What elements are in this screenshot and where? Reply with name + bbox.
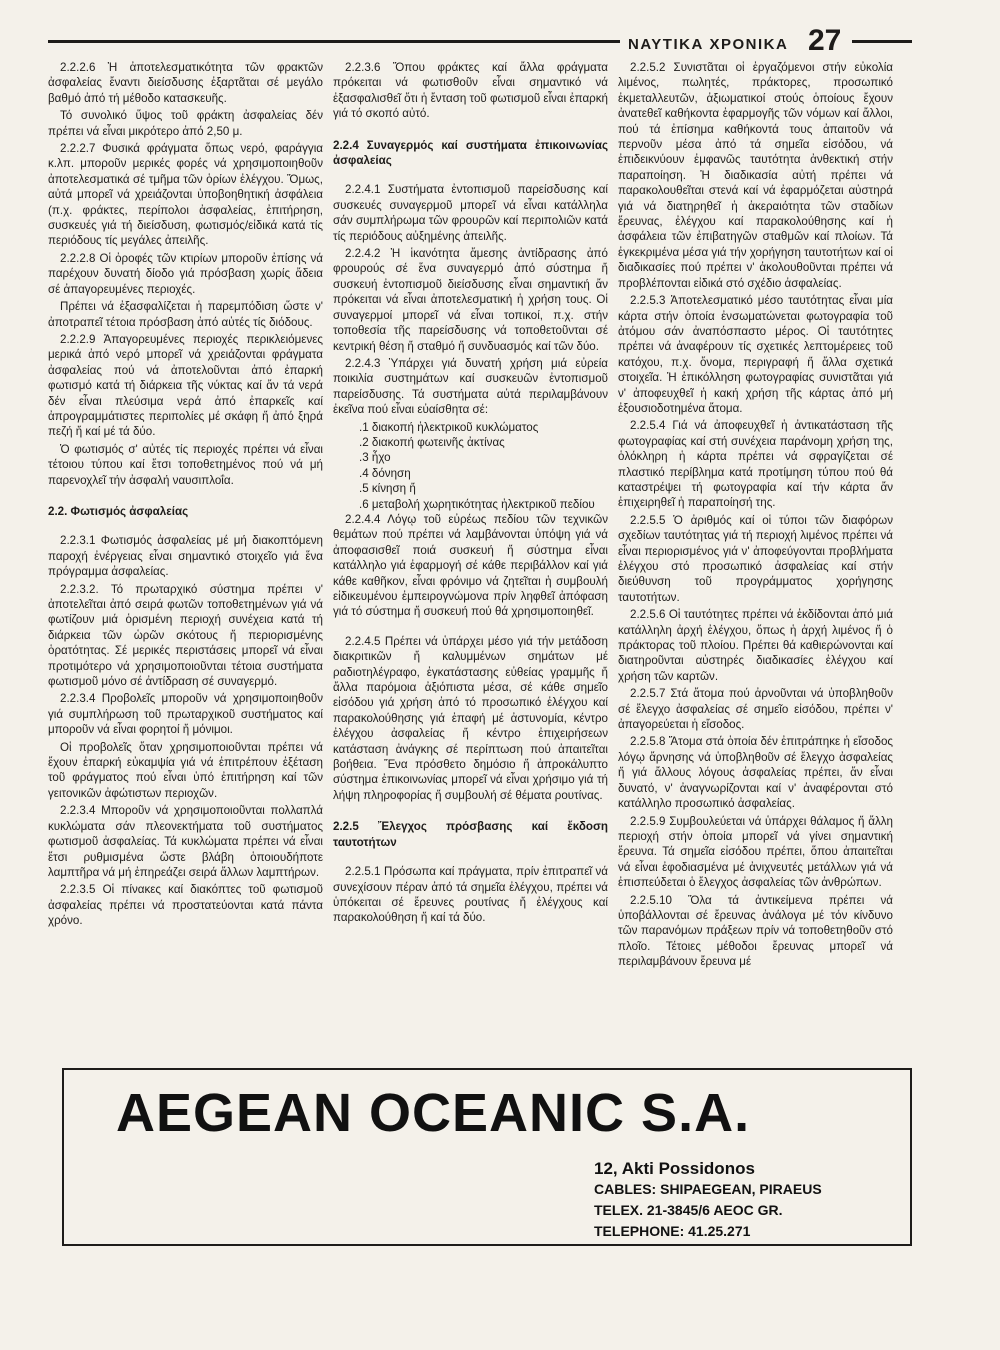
- paragraph: 2.2.3.6 Ὅπου φράκτες καί ἄλλα φράγματα πρόκειται νά φωτισθοῦν εἶναι σημαντικό νά ἐξασφαλισθεῖ ὅτι ἡ ἔνταση τοῦ φωτισμοῦ εἶναι ἐπαρκή γιά τό σκοπό αὐτό.: [333, 61, 608, 121]
- magazine-title: ΝΑΥΤΙΚΑ ΧΡΟΝΙΚΑ: [628, 36, 789, 53]
- list-item: .1 διακοπή ἠλεκτρικοῦ κυκλώματος: [359, 420, 539, 434]
- paragraph: Ὁ φωτισμός σ' αὐτές τίς περιοχές πρέπει νά εἶναι τέτοιου τύπου καί ἔτσι τοποθετημένος πού νά μή παρενοχλεῖ τήν ἀσφαλή ναυσιπλοΐα.: [48, 442, 323, 487]
- paragraph: 2.2.2.7 Φυσικά φράγματα ὅπως νερό, φαράγγια κ.λπ. μποροῦν μερικές φορές νά χρησιμοποιηθοῦν ἀποτελεσματικά σέ τμῆμα τῶν ὁρίων ἐλέγχου. Ὅμως, αὐτά μπορεῖ νά χρειάζονται ὑποβοηθητική ἀσφάλεια (π.χ. φράκτες, περίπολοι ἀσφαλείας, ἐπιτήρηση, συσκευές γιά τή διείσδυση, φωτισμός/εἰδικά κατά τίς περιόδους τίς μεγάλες ἀπειλῆς.: [48, 142, 323, 248]
- list-item: .6 μεταβολή χωρητικότητας ἠλεκτρικοῦ πεδίου: [359, 497, 595, 511]
- list-item: .3 ἦχο: [359, 451, 391, 465]
- paragraph: 2.2.5.10 Ὅλα τά ἀντικείμενα πρέπει νά ὑποβάλλονται σέ ἔρευνας ἀνάλογα μέ τόν κίνδυνο τῶν παρανόμων πράξεων πρίν νά τοποθετηθοῦν στό πλοῖο. Τέτοιες μέθοδοι ἔρευνας μπορεῖ νά περιλαμβάνουν ἔρευνα μέ: [618, 893, 893, 969]
- article-column-1: [48, 60, 323, 931]
- paragraph: 2.2.4.5 Πρέπει νά ὑπάρχει μέσο γιά τήν μετάδοση διακριτικῶν ἤ καλυμμένων σημάτων μέ ραδιοτηλέγραφο, ἐγκατάστασης εὐθείας γραμμῆς ἤ ἄλλα παρόμοια ἀξιόπιστα μέσα, σέ κάθε σημεῖο εἰσόδου γιά χρήση ἀπό τό προσωπικό ἐλέγχου καί παρακολούθησης γιά ἐπαφή μέ ἀστυνομία, κέντρο ἐλέγχου ἀσφαλείας ἤ κέντρο ἐπιχειρήσεων κατάσταση ἀνάγκης σέ περίπτωση πού ἀπαιτεῖται βοήθεια. Ἕνα πρόσθετο δημόσιο ἤ ἀπροκάλυπτο σύστημα ἐπικοινωνίας μπορεῖ νά εἶναι χρήσιμο γιά τή λήψη πληροφορίας ἤ συμβουλή σέ θέματα ρουτίνας.: [333, 634, 608, 802]
- ad-telephone: TELEPHONE: 41.25.271: [594, 1223, 751, 1239]
- paragraph: 2.2.4.2 Ἡ ἱκανότητα ἄμεσης ἀντίδρασης ἀπό φρουρούς σέ ἕνα συναγερμό ἀπό σύστημα ἤ συσκευή ἐντοπισμοῦ διείσδυσης εἶναι σημαντική ἄν πρόκειται νά εἶναι ἀποτελεσματική ἡ χρήση τους. Οἱ συναγερμοί μπορεῖ νά εἶναι τοπικοί, π.χ. στήν τοποθεσία τῆς παρείσδυσης νά τοποθετοῦνται σέ κεντρική θέση ἤ σταθμό ἤ συνδυασμός καί τῶν δύο.: [333, 247, 608, 353]
- paragraph: 2.2.2.6 Ἡ ἀποτελεσματικότητα τῶν φρακτῶν ἀσφαλείας ἔναντι διείσδυσης ἐξαρτᾶται σέ μεγάλο βαθμό ἀπό τή μέθοδο κατασκευῆς.: [48, 61, 323, 105]
- advertisement: [62, 1068, 912, 1246]
- section-heading: 2.2.5 Ἔλεγχος πρόσβασης καί ἔκδοση ταυτοτήτων: [333, 820, 608, 849]
- header-rule: [48, 40, 620, 43]
- list-item: .2 διακοπή φωτεινῆς ἀκτίνας: [359, 435, 505, 449]
- paragraph: Οἱ προβολεῖς ὅταν χρησιμοποιοῦνται πρέπει νά ἔχουν ἐπαρκή εὐκαμψία γιά νά ἐπιτρέπουν ἐξέταση τοῦ φράγματος πού εἶναι ὑπό ἐπιτήρηση καί τῶν γειτονικῶν ἀφώτιστων περιοχῶν.: [48, 740, 323, 800]
- ad-contact-block: [594, 1158, 822, 1242]
- section-heading: 2.2. Φωτισμός ἀσφαλείας: [48, 504, 189, 518]
- paragraph: 2.2.3.1 Φωτισμός ἀσφαλείας μέ μή διακοπτόμενη παροχή ἐνέργειας εἶναι σημαντικό στοιχεῖο γιά ἕνα πρόγραμμα ἀσφαλείας.: [48, 534, 323, 579]
- paragraph: 2.2.2.9 Ἀπαγορευμένες περιοχές περικλειόμενες μερικά ἀπό νερό μπορεῖ νά χρειάζονται φράγματα ἀσφαλείας πού νά ἀποτελοῦνται ἀπό ἐπαρκή φωτισμό κατά τή διάρκεια τῆς νύκτας καί ἄν τά νερά δέν εἶναι πλεύσιμα νερά ἀπό ἐπαρκεῖς καί ἀπρογραμμάτιστες περιπολίες μέ σκάφη ἤ ἀπό ξηρά πεζή ἤ καί μέ τά δύο.: [48, 332, 323, 439]
- paragraph: 2.2.3.4 Προβολεῖς μποροῦν νά χρησιμοποιηθοῦν γιά συμπλήρωση τοῦ πρωταρχικοῦ συστήματος καί μποροῦν νά εἶναι φορητοί ἤ μόνιμοι.: [48, 692, 323, 737]
- paragraph: 2.2.5.9 Συμβουλεύεται νά ὑπάρχει θάλαμος ἤ ἄλλη περιοχή στήν ὁποία μπορεῖ νά γίνει σημαντική ἔρευνα. Τά σημεῖα εἰσόδου πρέπει, ὅπου ἀπαιτεῖται νά εἶναι ἐφοδιασμένα μέ ἀνιχνευτές μετάλλων γιά νά ἐπισπεύδεται ὁ ἔλεγχος ἀσφαλείας τῶν ἀνθρώπων.: [618, 814, 893, 890]
- paragraph: 2.2.4.1 Συστήματα ἐντοπισμοῦ παρείσδυσης καί συσκευές συναγερμοῦ μπορεῖ νά εἶναι κατάλληλα σάν συμπλήρωμα τῶν φρουρῶν καί περιπολιῶν κατά τίς περιόδους αὐξημένης ἀπειλῆς.: [333, 183, 608, 243]
- paragraph: 2.2.3.2. Τό πρωταρχικό σύστημα πρέπει ν' ἀποτελεῖται ἀπό σειρά φωτῶν τοποθετημένων γιά νά φωτίζουν μιά ὁρισμένη περιοχή συνέχεια κατά τή διάρκεια τῶν ὡρῶν σκότους ἤ περιορισμένης ὁρατότητας. Σέ μερικές περιστάσεις μπορεῖ νά εἶναι προτιμότερο νά χρησιμοποιοῦνται τέτοια συστήματα φωτισμοῦ μόνο σέ ἀντίδραση σέ συναγερμό.: [48, 582, 323, 689]
- paragraph: Τό συνολικό ὕψος τοῦ φράκτη ἀσφαλείας δέν πρέπει νά εἶναι μικρότερο ἀπό 2,50 μ.: [48, 109, 323, 138]
- paragraph: 2.2.3.5 Οἱ πίνακες καί διακόπτες τοῦ φωτισμοῦ ἀσφαλείας πρέπει νά προστατεύονται κατά πάντα χρόνο.: [48, 883, 323, 928]
- paragraph: 2.2.4.4 Λόγῳ τοῦ εὐρέως πεδίου τῶν τεχνικῶν θεμάτων πού πρέπει νά λαμβάνονται ὑπόψη γιά νά ἀποφασισθεῖ ποιά συσκευή ἤ σύστημα εἶναι κατάλληλο γιά ἐφαρμογή σέ κάθε περιβάλλον καί γιά κάθε καθῆκον, εἶναι φρόνιμο νά ζητεῖται ἡ συμβουλή εἰδικευμένου ἐμπειρογνώμονα πρίν ληφθεῖ ἀπόφαση γιά τό σύστημα ἤ συσκευή πού θά χρησιμοποιηθεῖ.: [333, 512, 608, 619]
- paragraph: 2.2.5.7 Στά ἄτομα πού ἀρνοῦνται νά ὑποβληθοῦν σέ ἔλεγχο ἀσφαλείας σέ σημεῖο εἰσόδου, πρέπει ν' ἀπαγορεύεται ἡ εἴσοδος.: [618, 687, 893, 732]
- paragraph: 2.2.5.2 Συνιστᾶται οἱ ἐργαζόμενοι στήν εὐκολία λιμένος, πωλητές, πράκτορες, προσωπικό ἐκμεταλλευτῶν, ἀξιωματικοί στούς ὁποίους ἔχουν ἀνατεθεῖ καθήκοντα ἐφαρμογῆς τῶν νόμων καί ἄλλοι, πού τά ἐπίσημα καθήκοντά τους ἀπαιτοῦν νά περνοῦν μέσα ἀπό τά σημεῖα εἰσόδου, νά ἐπιδεικνύουν ἐμφανῶς ταυτότητα ἀνθεκτική στήν παραποίηση. Ἡ διαδικασία αὐτή πρέπει νά παρακολουθεῖται στενά καί νά ἐφαρμόζεται αὐστηρά γιά νά διατηρηθεῖ ἡ ἀκεραιότητα τῶν σταδίων ἔρευνας, ἐλέγχου καί παρακολούθησης καί ἡ ἀσφάλεια τῶν ἐπιβατηγῶν σταθμῶν καί πλοίων. Τά ἐγκεκριμένα μέσα γιά τήν χορήγηση ταυτοτήτων καί οἱ διαδικασίες πού πρέπει ν' ἀκολουθοῦνται πρέπει νά προβλέπονται εἰδικά στό σχέδιο ἀσφαλείας.: [618, 61, 893, 290]
- paragraph: 2.2.5.4 Γιά νά ἀποφευχθεῖ ἡ ἀντικατάσταση τῆς φωτογραφίας καί στή συνέχεια παράνομη χρήση της, ὁλόκληρη ἡ κάρτα πρέπει νά σφραγίζεται σέ πλαστικό περίβλημα κατά προτίμηση τύπου πού θά καταστρέψει τή φωτογραφία καί τήν κάρτα ἄν ἐπιχειρηθεῖ ἡ παραποίησή της.: [618, 419, 893, 510]
- ad-telex: TELEX. 21-3845/6 AEOC GR.: [594, 1202, 783, 1218]
- ad-cables: CABLES: SHIPAEGEAN, PIRAEUS: [594, 1181, 822, 1197]
- paragraph: Πρέπει νά ἐξασφαλίζεται ἡ παρεμπόδιση ὥστε ν' ἀποτραπεῖ τέτοια πρόσβαση ἀπό αὐτές τίς διόδους.: [48, 300, 323, 329]
- ad-company-name: AEGEAN OCEANIC S.A.: [116, 1083, 751, 1143]
- paragraph: 2.2.5.6 Οἱ ταυτότητες πρέπει νά ἐκδίδονται ἀπό μιά κατάλληλη ἀρχή ἐλέγχου, ὅπως ἡ ἀρχή λιμένος ἤ ὁ πράκτορας τοῦ πλοίου. Πρέπει θά καθιερώνονται καί διατηροῦνται αὐστηρές διαδικασίες ἐλέγχου καί χρήση τῶν καρτῶν.: [618, 608, 893, 683]
- paragraph: 2.2.4.3 Ὑπάρχει γιά δυνατή χρήση μιά εὐρεία ποικιλία συστημάτων καί συσκευῶν ἐντοπισμοῦ παρείσδυσης. Τά συστήματα αὐτά περιλαμβάνουν ἐκεῖνα πού εἶναι εὐαίσθητα σέ:: [333, 356, 608, 417]
- section-heading: 2.2.4 Συναγερμός καί συστήματα ἐπικοινωνίας ἀσφαλείας: [333, 138, 608, 168]
- paragraph: 2.2.5.8 Ἄτομα στά ὁποία δέν ἐπιτράπηκε ἡ εἴσοδος λόγῳ ἄρνησης νά ὑποβληθοῦν σέ ἔλεγχο ἀσφαλείας ἤ γιά ἄλλους λόγους ἀσφαλείας πρέπει, ἄν εἶναι δυνατό, ν' ἀναγνωρίζονται καί ν' ἀναφέρονται στό κατάλληλο προσωπικό ἀσφαλείας.: [618, 735, 893, 811]
- list-item: .4 δόνηση: [359, 466, 411, 480]
- article-column-2: [333, 60, 608, 928]
- paragraph: 2.2.5.3 Ἀποτελεσματικό μέσο ταυτότητας εἶναι μία κάρτα στήν ὁποία ἐνσωματώνεται φωτογραφία τοῦ ἀτόμου σάν ἀναπόσπαστο μέρος. Οἱ ταυτότητες πρέπει νά ἀναφέρουν τίς σχετικές λεπτομέρειες τοῦ κατόχου, π.χ. ὄνομα, περιγραφή ἤ ἄλλα σχετικά στοιχεῖα. Ἡ ἐπικόλληση φωτογραφίας συνιστᾶται γιά ν' ἀποφευχθεῖ ἡ κακή χρήση τῆς κάρτας ἀπό μή ἐξουσιοδοτημένα ἄτομα.: [618, 294, 893, 415]
- article-column-3: [618, 60, 893, 972]
- header-rule-right: [852, 40, 912, 43]
- page-number: 27: [808, 24, 842, 57]
- paragraph: 2.2.5.5 Ὁ ἀριθμός καί οἱ τύποι τῶν διαφόρων σχεδίων ταυτότητας γιά τή περιοχή λιμένος πρέπει νά εἶναι περιορισμένος γιά ν' ἀποφεύγονται προβλήματα ἐλέγχου στό προσωπικό ἀσφαλείας καί στήν διεύθυνση τοῦ προγράμματος χορήγησης ταυτοτήτων.: [618, 513, 893, 604]
- list-item: .5 κίνηση ἤ: [359, 482, 416, 496]
- ad-address: 12, Akti Possidonos: [594, 1159, 755, 1178]
- paragraph: 2.2.5.1 Πρόσωπα καί πράγματα, πρίν ἐπιτραπεῖ νά συνεχίσουν πέραν ἀπό τά σημεῖα ἐλέγχου, πρέπει νά ὑπόκειται σέ ἔρευνες ρουτίνας ἤ ἐλέγχους καί παρακολούθηση ἤ καί τά δύο.: [333, 865, 608, 925]
- paragraph: 2.2.2.8 Οἱ ὀροφές τῶν κτιρίων μποροῦν ἐπίσης νά παρέχουν δυνατή δίοδο γιά πρόσβαση χωρίς ἄδεια σέ ἀπαγορευμένες περιοχές.: [48, 251, 323, 296]
- paragraph: 2.2.3.4 Μποροῦν νά χρησιμοποιοῦνται πολλαπλά κυκλώματα σάν πλεονεκτήματα τοῦ συστήματος φωτισμοῦ ἀσφαλείας. Τά κυκλώματα πρέπει νά εἶναι ἔτσι ρυθμισμένα ὥστε βλάβη ὁποιουδήποτε λαμπτῆρα νά μή ἐπηρεάζει σειρά ἄλλων λαμπτήρων.: [48, 804, 323, 879]
